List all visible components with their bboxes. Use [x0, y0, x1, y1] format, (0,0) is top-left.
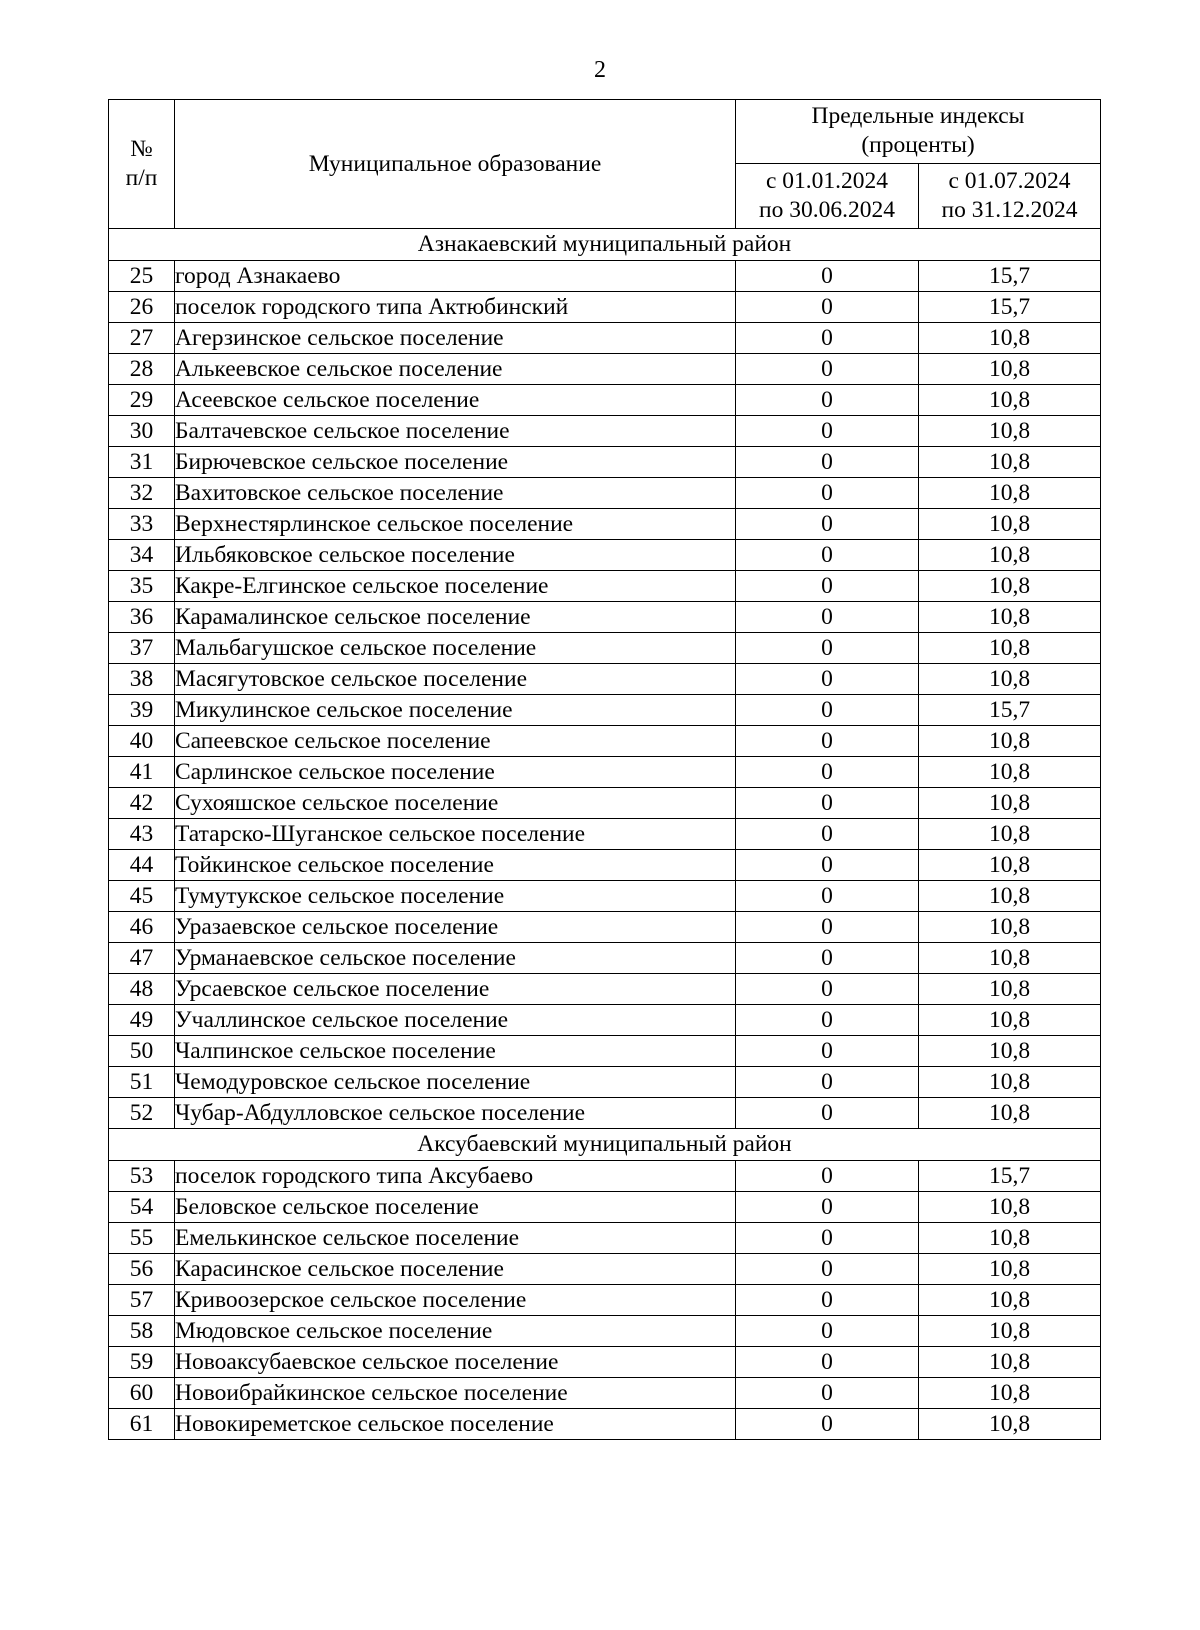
index-period-2: 10,8: [919, 1223, 1101, 1254]
index-period-1: 0: [736, 1378, 919, 1409]
index-period-1: 0: [736, 416, 919, 447]
index-period-2: 10,8: [919, 540, 1101, 571]
table-row: [109, 974, 1101, 1005]
table-row: [109, 1223, 1101, 1254]
index-period-1: 0: [736, 1223, 919, 1254]
header-limit-indices-unit: (проценты): [861, 132, 975, 159]
table-row: [109, 850, 1101, 881]
index-period-2: 10,8: [919, 1285, 1101, 1316]
table-row: [109, 664, 1101, 695]
row-number: 54: [109, 1192, 175, 1223]
header-period-2-to: по 31.12.2024: [941, 196, 1078, 223]
row-number: 33: [109, 509, 175, 540]
header-period-1-to: по 30.06.2024: [759, 196, 895, 223]
row-number: 49: [109, 1005, 175, 1036]
index-period-1: 0: [736, 1285, 919, 1316]
index-period-2: 10,8: [919, 1192, 1101, 1223]
index-period-2: 10,8: [919, 478, 1101, 509]
index-period-2: 10,8: [919, 788, 1101, 819]
header-period-2: [919, 163, 1101, 228]
index-period-2: 10,8: [919, 385, 1101, 416]
table-row: [109, 1161, 1101, 1192]
index-period-2: 10,8: [919, 633, 1101, 664]
row-number: 41: [109, 757, 175, 788]
municipality-name: Асеевское сельское поселение: [175, 385, 736, 416]
row-number: 27: [109, 323, 175, 354]
index-period-1: 0: [736, 385, 919, 416]
index-period-2: 10,8: [919, 323, 1101, 354]
index-period-1: 0: [736, 602, 919, 633]
row-number: 51: [109, 1067, 175, 1098]
header-limit-indices: [736, 100, 1101, 164]
index-period-2: 15,7: [919, 1161, 1101, 1192]
municipality-name: Чубар-Абдулловское сельское поселение: [175, 1098, 736, 1129]
index-period-2: 10,8: [919, 1378, 1101, 1409]
index-period-1: 0: [736, 1316, 919, 1347]
municipality-name: Чемодуровское сельское поселение: [175, 1067, 736, 1098]
table-row: [109, 540, 1101, 571]
municipality-name: Микулинское сельское поселение: [175, 695, 736, 726]
table-row: [109, 261, 1101, 292]
table-row: [109, 447, 1101, 478]
municipality-name: Уразаевское сельское поселение: [175, 912, 736, 943]
header-number-abbr: п/п: [125, 165, 158, 191]
municipality-name: Беловское сельское поселение: [175, 1192, 736, 1223]
row-number: 48: [109, 974, 175, 1005]
row-number: 58: [109, 1316, 175, 1347]
index-period-2: 10,8: [919, 819, 1101, 850]
index-period-2: 10,8: [919, 757, 1101, 788]
municipality-name: Ильбяковское сельское поселение: [175, 540, 736, 571]
table-row: [109, 602, 1101, 633]
index-period-1: 0: [736, 1098, 919, 1129]
index-period-1: 0: [736, 974, 919, 1005]
table-header: [109, 100, 1101, 229]
index-period-2: 10,8: [919, 1254, 1101, 1285]
index-period-2: 10,8: [919, 509, 1101, 540]
row-number: 42: [109, 788, 175, 819]
table-row: [109, 726, 1101, 757]
index-period-2: 10,8: [919, 850, 1101, 881]
table-row: [109, 509, 1101, 540]
index-period-1: 0: [736, 757, 919, 788]
municipality-name: Новоаксубаевское сельское поселение: [175, 1347, 736, 1378]
municipality-name: Карамалинское сельское поселение: [175, 602, 736, 633]
row-number: 36: [109, 602, 175, 633]
municipality-name: Балтачевское сельское поселение: [175, 416, 736, 447]
index-period-1: 0: [736, 509, 919, 540]
index-period-1: 0: [736, 354, 919, 385]
index-period-2: 15,7: [919, 292, 1101, 323]
municipality-name: Агерзинское сельское поселение: [175, 323, 736, 354]
row-number: 57: [109, 1285, 175, 1316]
table-row: [109, 1347, 1101, 1378]
table-row: [109, 478, 1101, 509]
row-number: 50: [109, 1036, 175, 1067]
index-period-1: 0: [736, 633, 919, 664]
index-period-2: 15,7: [919, 695, 1101, 726]
index-period-1: 0: [736, 788, 919, 819]
municipality-name: Кривоозерское сельское поселение: [175, 1285, 736, 1316]
municipality-name: Емелькинское сельское поселение: [175, 1223, 736, 1254]
header-number: [109, 100, 175, 229]
row-number: 25: [109, 261, 175, 292]
row-number: 38: [109, 664, 175, 695]
indices-table: [108, 99, 1101, 1440]
row-number: 35: [109, 571, 175, 602]
table-row: [109, 1005, 1101, 1036]
table-row: [109, 1254, 1101, 1285]
municipality-name: Масягутовское сельское поселение: [175, 664, 736, 695]
row-number: 31: [109, 447, 175, 478]
index-period-2: 15,7: [919, 261, 1101, 292]
header-number-sign: №: [130, 136, 153, 162]
index-period-2: 10,8: [919, 1067, 1101, 1098]
row-number: 61: [109, 1409, 175, 1440]
row-number: 43: [109, 819, 175, 850]
index-period-1: 0: [736, 1036, 919, 1067]
header-period-2-from: с 01.07.2024: [948, 167, 1071, 194]
row-number: 34: [109, 540, 175, 571]
table-row: [109, 416, 1101, 447]
index-period-2: 10,8: [919, 1005, 1101, 1036]
table-row: [109, 385, 1101, 416]
municipality-name: Тойкинское сельское поселение: [175, 850, 736, 881]
table-row: [109, 912, 1101, 943]
municipality-name: Чалпинское сельское поселение: [175, 1036, 736, 1067]
district-name: Аксубаевский муниципальный район: [109, 1129, 1101, 1161]
index-period-2: 10,8: [919, 1036, 1101, 1067]
index-period-1: 0: [736, 819, 919, 850]
table-body: [109, 229, 1101, 1440]
table-row: [109, 633, 1101, 664]
table-row: [109, 757, 1101, 788]
index-period-1: 0: [736, 881, 919, 912]
municipality-name: Новоибрайкинское сельское поселение: [175, 1378, 736, 1409]
index-period-1: 0: [736, 292, 919, 323]
municipality-name: Новокиреметское сельское поселение: [175, 1409, 736, 1440]
row-number: 60: [109, 1378, 175, 1409]
row-number: 47: [109, 943, 175, 974]
municipality-name: Верхнестярлинское сельское поселение: [175, 509, 736, 540]
table-row: [109, 695, 1101, 726]
index-period-2: 10,8: [919, 602, 1101, 633]
index-period-1: 0: [736, 571, 919, 602]
table-row: [109, 943, 1101, 974]
row-number: 37: [109, 633, 175, 664]
table-row: [109, 881, 1101, 912]
index-period-2: 10,8: [919, 881, 1101, 912]
municipality-name: Бирючевское сельское поселение: [175, 447, 736, 478]
index-period-2: 10,8: [919, 1347, 1101, 1378]
municipality-name: Алькеевское сельское поселение: [175, 354, 736, 385]
header-period-1-from: с 01.01.2024: [765, 167, 889, 194]
district-row: [109, 229, 1101, 261]
index-period-1: 0: [736, 478, 919, 509]
municipality-name: Какре-Елгинское сельское поселение: [175, 571, 736, 602]
row-number: 53: [109, 1161, 175, 1192]
table-row: [109, 819, 1101, 850]
row-number: 46: [109, 912, 175, 943]
row-number: 30: [109, 416, 175, 447]
municipality-name: Карасинское сельское поселение: [175, 1254, 736, 1285]
municipality-name: Учаллинское сельское поселение: [175, 1005, 736, 1036]
municipality-name: город Азнакаево: [175, 261, 736, 292]
table-row: [109, 1316, 1101, 1347]
index-period-1: 0: [736, 447, 919, 478]
index-period-2: 10,8: [919, 726, 1101, 757]
index-period-1: 0: [736, 1254, 919, 1285]
index-period-1: 0: [736, 726, 919, 757]
municipality-name: Сапеевское сельское поселение: [175, 726, 736, 757]
row-number: 52: [109, 1098, 175, 1129]
table-row: [109, 1098, 1101, 1129]
page-number: 2: [594, 57, 606, 83]
index-period-2: 10,8: [919, 354, 1101, 385]
index-period-2: 10,8: [919, 1409, 1101, 1440]
row-number: 29: [109, 385, 175, 416]
index-period-1: 0: [736, 1067, 919, 1098]
row-number: 39: [109, 695, 175, 726]
index-period-2: 10,8: [919, 912, 1101, 943]
municipality-name: Вахитовское сельское поселение: [175, 478, 736, 509]
municipality-name: Сухояшское сельское поселение: [175, 788, 736, 819]
index-period-2: 10,8: [919, 1098, 1101, 1129]
table-row: [109, 1067, 1101, 1098]
municipality-name: Урманаевское сельское поселение: [175, 943, 736, 974]
index-period-1: 0: [736, 695, 919, 726]
index-period-2: 10,8: [919, 1316, 1101, 1347]
header-limit-indices-title: Предельные индексы: [811, 103, 1025, 130]
row-number: 55: [109, 1223, 175, 1254]
index-period-2: 10,8: [919, 571, 1101, 602]
index-period-2: 10,8: [919, 974, 1101, 1005]
row-number: 40: [109, 726, 175, 757]
municipality-name: Тумутукское сельское поселение: [175, 881, 736, 912]
municipality-name: поселок городского типа Аксубаево: [175, 1161, 736, 1192]
table-row: [109, 1378, 1101, 1409]
index-period-1: 0: [736, 850, 919, 881]
table-row: [109, 1192, 1101, 1223]
index-period-1: 0: [736, 323, 919, 354]
index-period-1: 0: [736, 1347, 919, 1378]
district-name: Азнакаевский муниципальный район: [109, 229, 1101, 261]
row-number: 26: [109, 292, 175, 323]
table-row: [109, 571, 1101, 602]
index-period-1: 0: [736, 1005, 919, 1036]
index-period-1: 0: [736, 912, 919, 943]
index-period-2: 10,8: [919, 447, 1101, 478]
row-number: 44: [109, 850, 175, 881]
index-period-1: 0: [736, 261, 919, 292]
table-row: [109, 1036, 1101, 1067]
index-period-1: 0: [736, 1192, 919, 1223]
municipality-name: Мюдовское сельское поселение: [175, 1316, 736, 1347]
index-period-1: 0: [736, 943, 919, 974]
municipality-name: Мальбагушское сельское поселение: [175, 633, 736, 664]
municipality-name: Татарско-Шуганское сельское поселение: [175, 819, 736, 850]
table-row: [109, 788, 1101, 819]
row-number: 28: [109, 354, 175, 385]
index-period-1: 0: [736, 1409, 919, 1440]
row-number: 56: [109, 1254, 175, 1285]
table-row: [109, 1285, 1101, 1316]
index-period-1: 0: [736, 1161, 919, 1192]
index-period-1: 0: [736, 664, 919, 695]
municipality-name: Сарлинское сельское поселение: [175, 757, 736, 788]
table-row: [109, 1409, 1101, 1440]
row-number: 32: [109, 478, 175, 509]
header-municipality: Муниципальное образование: [175, 100, 736, 229]
municipality-name: поселок городского типа Актюбинский: [175, 292, 736, 323]
index-period-2: 10,8: [919, 664, 1101, 695]
index-period-2: 10,8: [919, 943, 1101, 974]
row-number: 59: [109, 1347, 175, 1378]
index-period-2: 10,8: [919, 416, 1101, 447]
table-row: [109, 323, 1101, 354]
municipality-name: Урсаевское сельское поселение: [175, 974, 736, 1005]
table-row: [109, 354, 1101, 385]
district-row: [109, 1129, 1101, 1161]
index-period-1: 0: [736, 540, 919, 571]
row-number: 45: [109, 881, 175, 912]
header-period-1: [736, 163, 919, 228]
table-row: [109, 292, 1101, 323]
